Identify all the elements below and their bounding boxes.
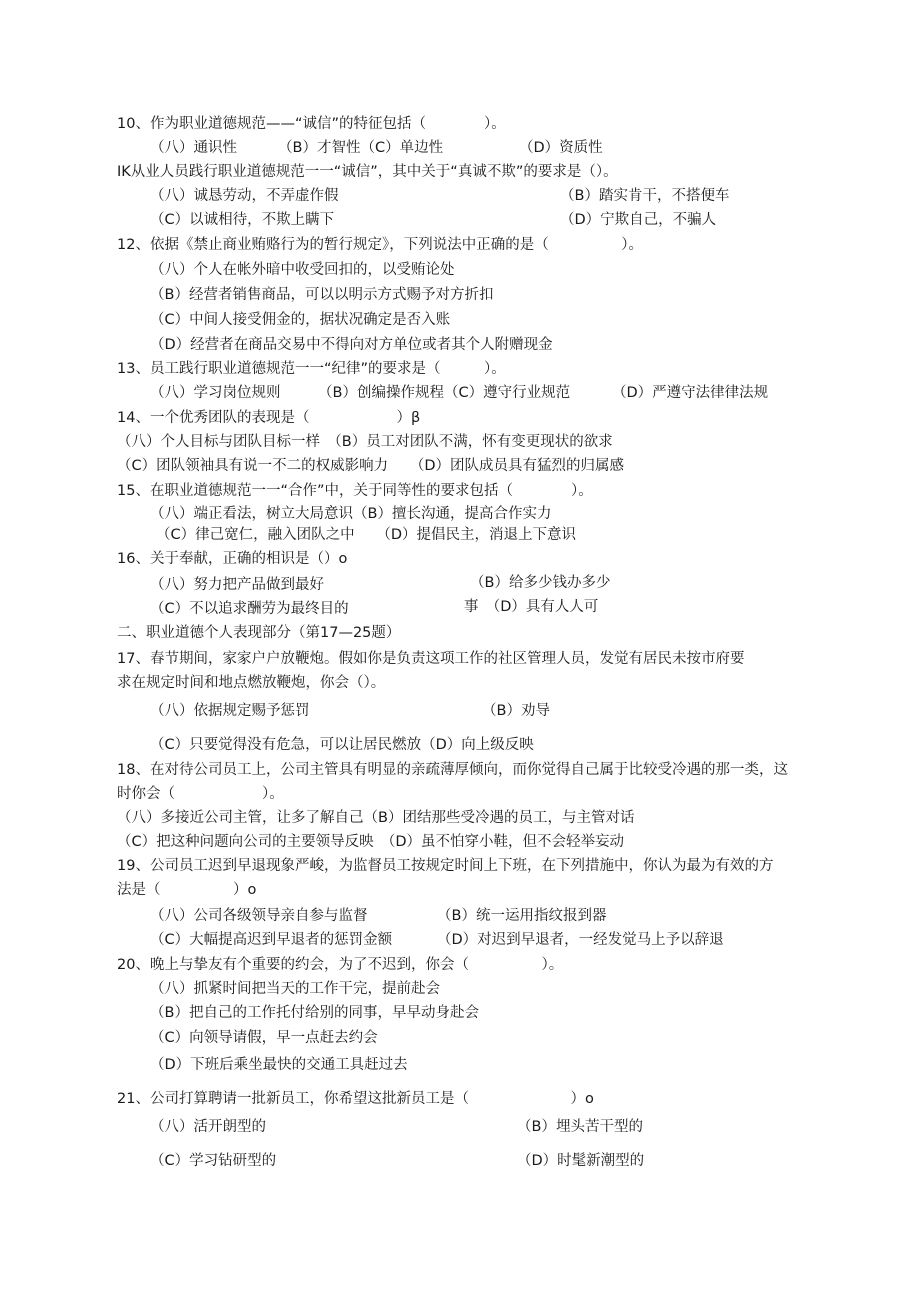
question-16-option-a: （八）努力把产品做到最好 (150, 577, 324, 593)
question-12-stem: 12、依据《禁止商业贿赂行为的暂行规定》，下列说法中正确的是（ ）。 (117, 237, 643, 253)
question-13-option-d: （D）严遵守法律律法规 (612, 385, 769, 401)
question-19-option-b: （B）统一运用指纹报到器 (437, 908, 607, 924)
question-21-option-c: （C）学习钻研型的 (150, 1153, 277, 1169)
question-15-options-a-b: （八）端正看法，树立大局意识（B）擅长沟通，提高合作实力 (150, 506, 552, 522)
question-10-option-d: （D）资质性 (519, 140, 603, 156)
question-16-option-b: （B）给多少钱办多少 (470, 575, 611, 591)
question-11-option-c: （C）以诚相待，不欺上瞒下 (150, 212, 335, 228)
question-11-option-d: （D）宁欺自己，不骗人 (560, 212, 717, 228)
question-10-option-b-c: （B）才智性（C）单边性 (278, 140, 444, 156)
question-18-options-a-b: （八）多接近公司主管，让多了解自己（B）团结那些受冷遇的员工，与主管对话 (117, 810, 635, 826)
question-16-option-c: （C）不以追求酬劳为最终目的 (150, 601, 349, 617)
question-11-option-a: （八）诚恳劳动，不弄虚作假 (150, 188, 339, 204)
question-11-option-b: （B）踏实肯干，不搭便车 (560, 188, 730, 204)
question-21-option-a: （八）活开朗型的 (150, 1119, 266, 1135)
question-21-stem: 21、公司打算聘请一批新员工，你希望这批新员工是（ ）o (117, 1091, 594, 1107)
question-19-option-c: （C）大幅提高迟到早退者的惩罚金额 (150, 932, 393, 948)
question-13-option-a: （八）学习岗位规则 (150, 385, 281, 401)
question-18-options-c-d: （C）把这种问题向公司的主要领导反映 （D）虽不怕穿小鞋，但不会轻举妄动 (117, 834, 625, 850)
question-13-option-b-c: （B）创编操作规程（C）遵守行业规范 (318, 385, 571, 401)
question-15-stem: 15、在职业道德规范一一“合作”中，关于同等性的要求包括（ ）。 (117, 483, 593, 499)
question-19-option-a: （八）公司各级领导亲自参与监督 (150, 908, 368, 924)
question-17-stem-line-1: 17、春节期间，家家户户放鞭炮。假如你是负责这项工作的社区管理人员，发觉有居民未按市府要 (117, 651, 745, 667)
question-21-option-b: （B）埋头苦干型的 (517, 1119, 643, 1135)
question-15-options-c-d: （C）律己宽仁，融入团队之中 （D）提倡民主，消退上下意识 (156, 527, 577, 543)
question-10-stem: 10、作为职业道德规范——“诚信”的特征包括（ ）。 (117, 116, 506, 132)
question-20-option-d: （D）下班后乘坐最快的交通工具赶过去 (150, 1057, 408, 1073)
question-19-option-d: （D）对迟到早退者，一经发觉马上予以辞退 (437, 932, 724, 948)
question-11-stem: IK从业人员践行职业道德规范一一“诚信”，其中关于“真诚不欺”的要求是（）。 (117, 164, 618, 180)
question-12-option-b: （B）经营者销售商品，可以以明示方式赐予对方折扣 (150, 287, 494, 303)
question-12-option-c: （C）中间人接受佣金的，据状况确定是否入账 (150, 312, 451, 328)
question-18-stem-line-1: 18、在对待公司员工上，公司主管具有明显的亲疏薄厚倾向，而你觉得自己属于比较受冷遇的那一类，这 (117, 762, 788, 778)
question-16-option-d: 事 （D）具有人人可 (464, 599, 599, 615)
question-17-options-c-d: （C）只要觉得没有危急，可以让居民燃放（D）向上级反映 (150, 737, 534, 753)
question-17-option-b: （B）劝导 (482, 703, 550, 719)
question-20-option-c: （C）向领导请假，早一点赶去约会 (150, 1030, 378, 1046)
question-16-stem: 16、关于奉献，正确的相识是（）o (117, 551, 348, 567)
question-12-option-a: （八）个人在帐外暗中收受回扣的，以受贿论处 (150, 262, 455, 278)
question-18-stem-line-2: 时你会（ ）。 (117, 786, 284, 802)
question-14-options-c-d: （C）团队领袖具有说一不二的权威影响力 （D）团队成员具有猛烈的归属感 (117, 458, 625, 474)
question-14-stem: 14、一个优秀团队的表现是（ ）β (117, 410, 421, 426)
question-20-option-a: （八）抓紧时间把当天的工作干完，提前赴会 (150, 981, 440, 997)
question-19-stem-line-2: 法是（ ）o (117, 882, 257, 898)
question-20-option-b: （B）把自己的工作托付给别的同事，早早动身赴会 (150, 1005, 479, 1021)
section-2-heading: 二、职业道德个人表现部分（第17—25题） (117, 625, 401, 641)
question-19-stem-line-1: 19、公司员工迟到早退现象严峻，为监督员工按规定时间上下班，在下列措施中，你认为最为有效的方 (117, 858, 774, 874)
question-10-option-a: （八）通识性 (150, 140, 237, 156)
question-14-options-a-b: （八）个人目标与团队目标一样 （B）员工对团队不满，怀有变更现状的欲求 (117, 434, 613, 450)
question-12-option-d: （D）经营者在商品交易中不得向对方单位或者其个人附赠现金 (150, 337, 553, 353)
question-17-stem-line-2: 求在规定时间和地点燃放鞭炮，你会（）。 (117, 675, 386, 691)
question-13-stem: 13、员工践行职业道德规范一一“纪律”的要求是（ ）。 (117, 361, 506, 377)
question-20-stem: 20、晚上与挚友有个重要的约会，为了不迟到，你会（ ）。 (117, 957, 564, 973)
question-17-option-a: （八）依据规定赐予惩罚 (150, 703, 310, 719)
question-21-option-d: （D）时髦新潮型的 (517, 1153, 645, 1169)
